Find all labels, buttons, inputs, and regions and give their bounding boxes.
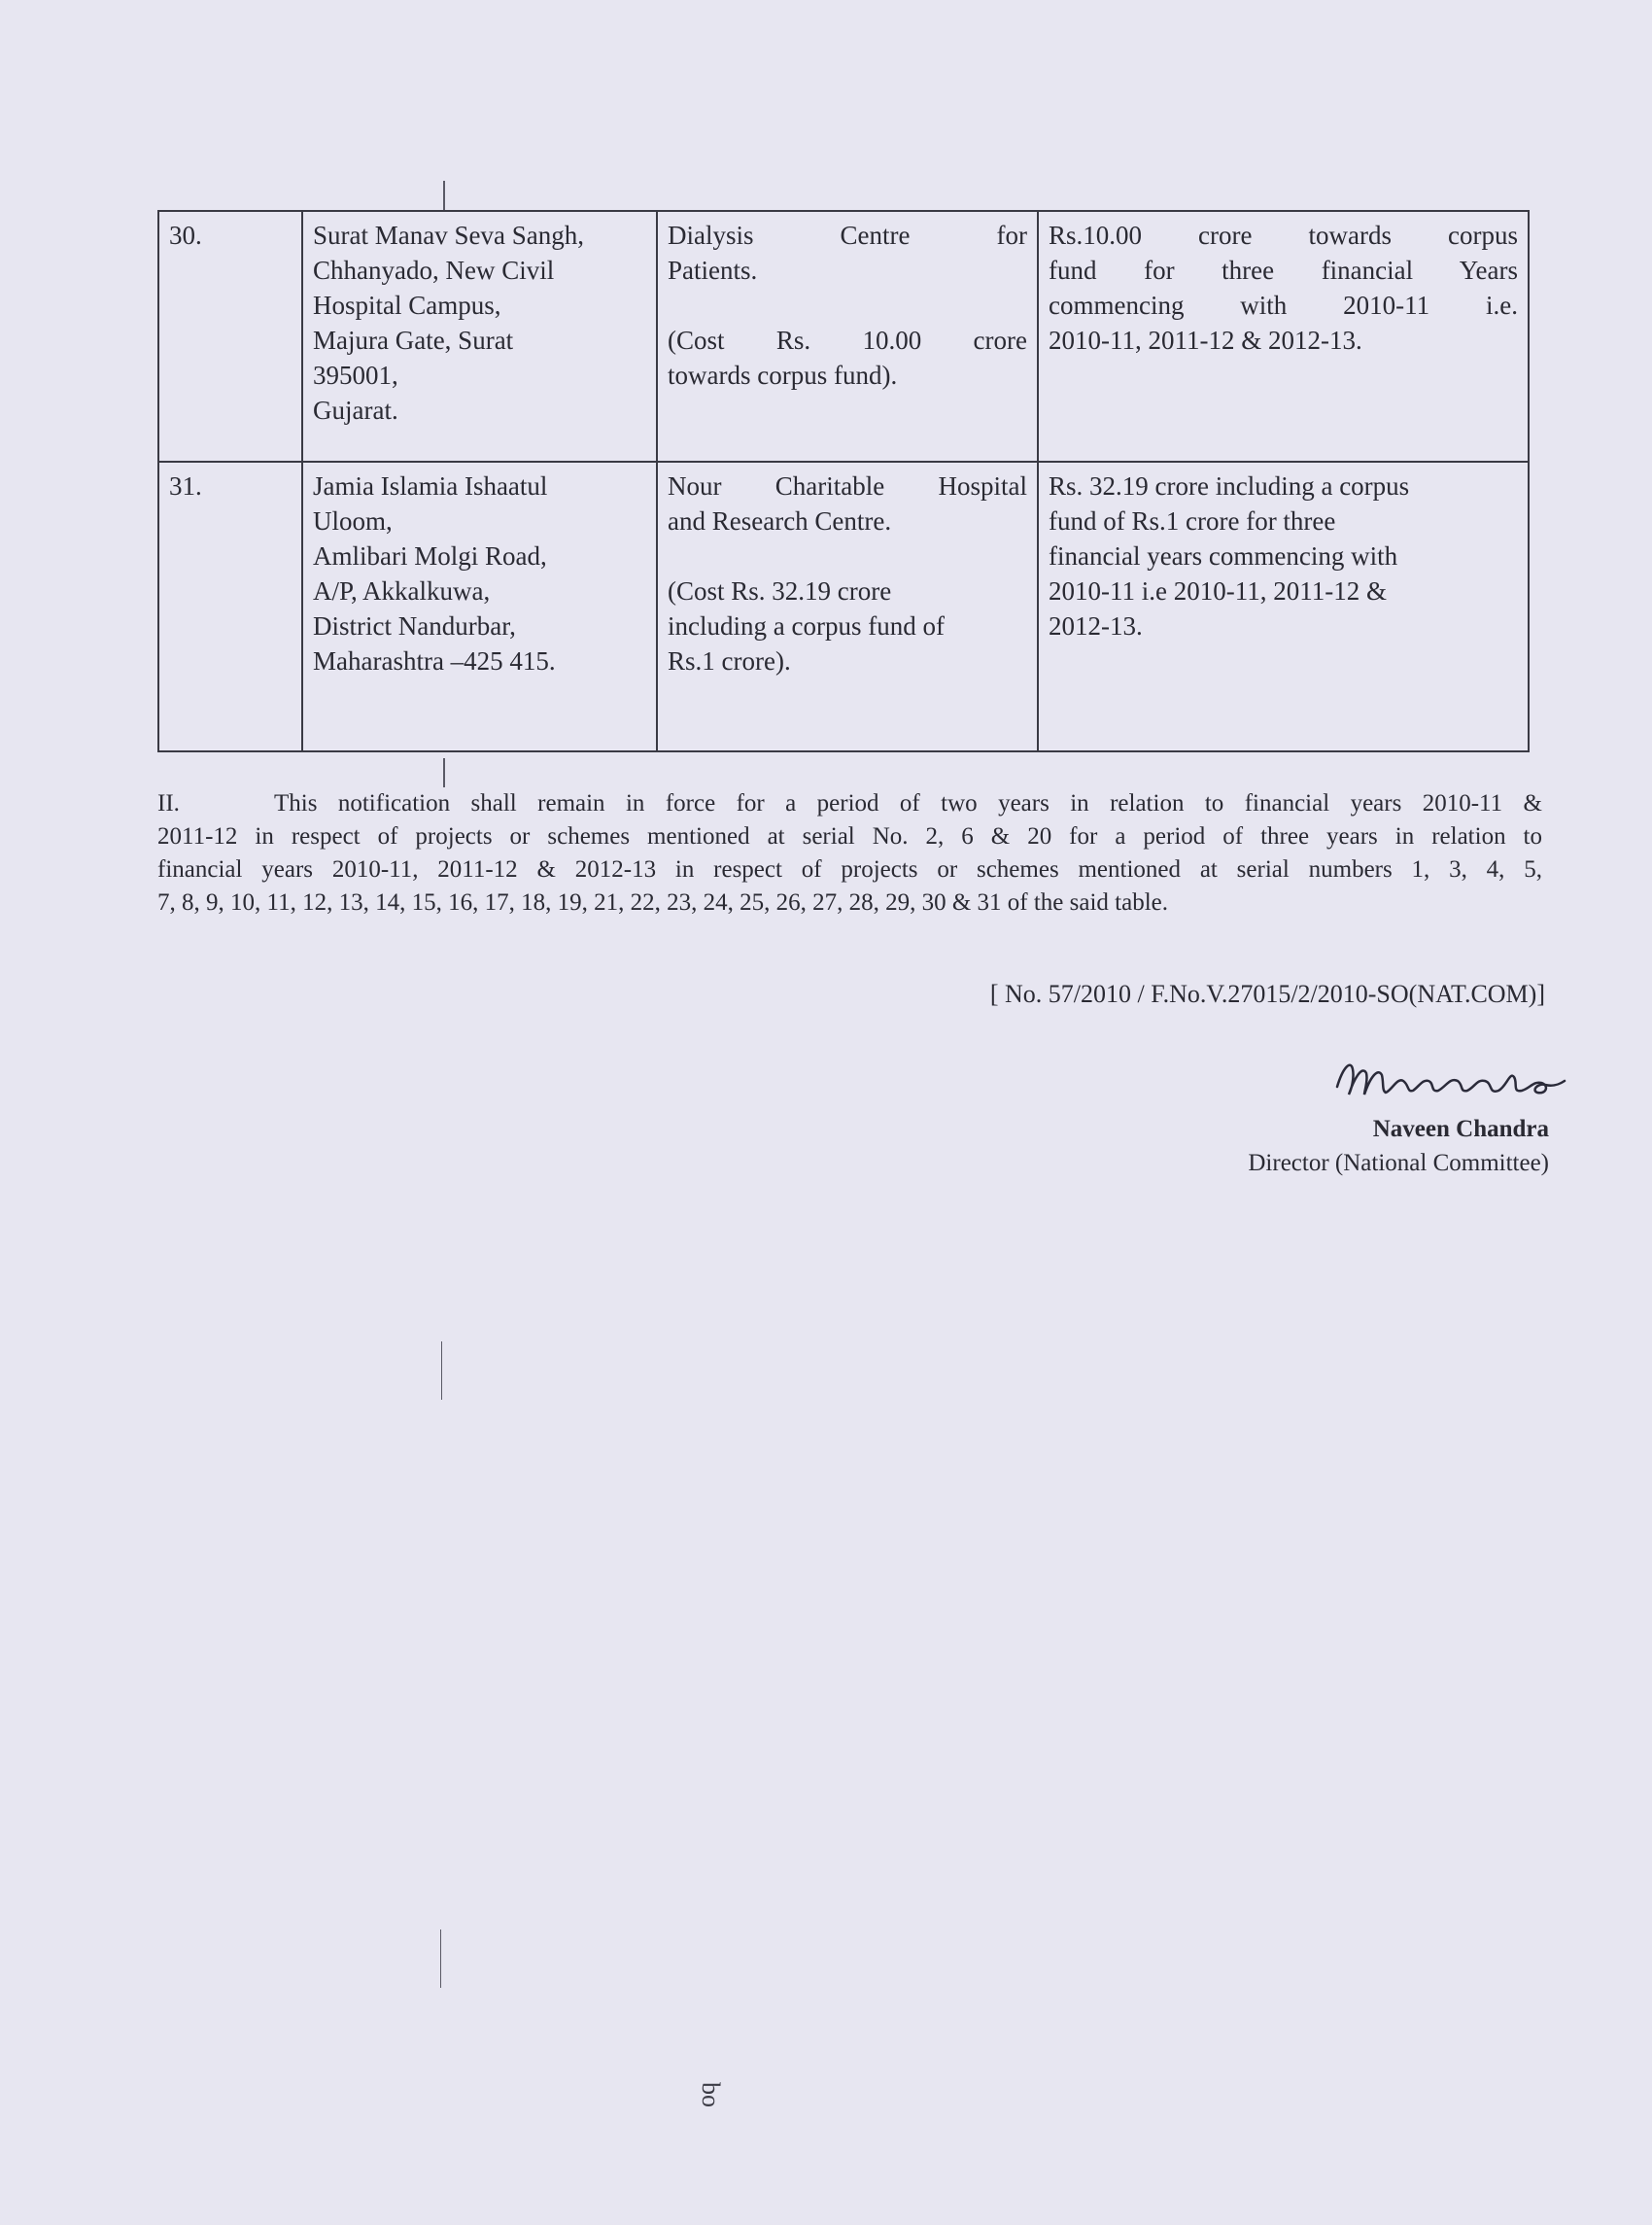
paragraph-text: This notification shall remain in force for a period of two years in relation to financial years 2010-11 & (274, 790, 1542, 817)
project-cost-line: including a corpus fund of (668, 611, 945, 641)
scan-mark (441, 1341, 442, 1400)
project-cost-line: (Cost Rs. 32.19 crore (668, 576, 892, 606)
organisation-line: Surat Manav Seva Sangh, (313, 221, 584, 250)
paragraph-line: 7, 8, 9, 10, 11, 12, 13, 14, 15, 16, 17, 18, 19, 21, 22, 23, 24, 25, 26, 27, 28, 29, 30 & 31 of the said table. (157, 889, 1168, 916)
table-row (158, 211, 1529, 462)
project-cost-line: (Cost Rs. 10.00 crore (668, 326, 1027, 355)
period-line: financial years commencing with (1049, 541, 1398, 571)
signature (1329, 1048, 1572, 1106)
period-line: Rs.10.00 crore towards corpus (1049, 221, 1518, 250)
signatory-name: Naveen Chandra (1372, 1116, 1549, 1142)
table-row (158, 462, 1529, 751)
scan-mark (443, 181, 445, 210)
period-line: fund for three financial Years (1049, 256, 1518, 285)
organisation-line: Hospital Campus, (313, 291, 501, 320)
signatory-designation: Director (National Committee) (1248, 1150, 1549, 1176)
projects-table (157, 210, 1530, 752)
period-line: Rs. 32.19 crore including a corpus (1049, 471, 1410, 501)
organisation-line: District Nandurbar, (313, 611, 516, 641)
organisation-line: Maharashtra –425 415. (313, 646, 556, 676)
organisation-line: Amlibari Molgi Road, (313, 541, 547, 571)
paragraph-line: financial years 2010-11, 2011-12 & 2012-13 in respect of projects or schemes mentioned at serial numbers 1, 3, 4, 5, (157, 856, 1542, 883)
organisation-line: A/P, Akkalkuwa, (313, 576, 491, 606)
project-cost-line: Rs.1 crore). (668, 646, 791, 676)
organisation-cell (302, 462, 657, 751)
serial-cell (158, 211, 302, 462)
paragraph-line (157, 787, 1542, 820)
organisation-line: Majura Gate, Surat (313, 326, 514, 355)
organisation-line: Gujarat. (313, 396, 398, 425)
file-reference: [ No. 57/2010 / F.No.V.27015/2/2010-SO(NAT.COM)] (989, 980, 1545, 1008)
serial-number: 31. (169, 471, 202, 501)
period-line: commencing with 2010-11 i.e. (1049, 291, 1518, 320)
organisation-line: 395001, (313, 361, 398, 390)
project-cost-line: towards corpus fund). (668, 361, 898, 390)
serial-cell (158, 462, 302, 751)
organisation-line: Chhanyado, New Civil (313, 256, 555, 285)
period-line: 2010-11, 2011-12 & 2012-13. (1049, 326, 1362, 355)
organisation-line: Uloom, (313, 506, 393, 536)
period-cell (1038, 211, 1529, 462)
project-cell (657, 211, 1038, 462)
organisation-cell (302, 211, 657, 462)
paragraph-numeral: II. (157, 790, 180, 817)
paragraph-line: 2011-12 in respect of projects or schemes mentioned at serial No. 2, 6 & 20 for a period of three years in relation to (157, 823, 1542, 850)
period-cell (1038, 462, 1529, 751)
period-line: fund of Rs.1 crore for three (1049, 506, 1336, 536)
project-line: Patients. (668, 256, 758, 285)
organisation-line: Jamia Islamia Ishaatul (313, 471, 548, 501)
serial-number: 30. (169, 221, 202, 250)
project-cell (657, 462, 1038, 751)
project-line: Dialysis Centre for (668, 221, 1027, 250)
validity-paragraph (157, 787, 1542, 920)
scan-mark (440, 1929, 441, 1988)
period-line: 2010-11 i.e 2010-11, 2011-12 & (1049, 576, 1387, 606)
project-line: and Research Centre. (668, 506, 892, 536)
page-mark: bo (697, 2082, 725, 2107)
project-line: Nour Charitable Hospital (668, 471, 1027, 501)
period-line: 2012-13. (1049, 611, 1143, 641)
scan-mark (443, 758, 445, 787)
